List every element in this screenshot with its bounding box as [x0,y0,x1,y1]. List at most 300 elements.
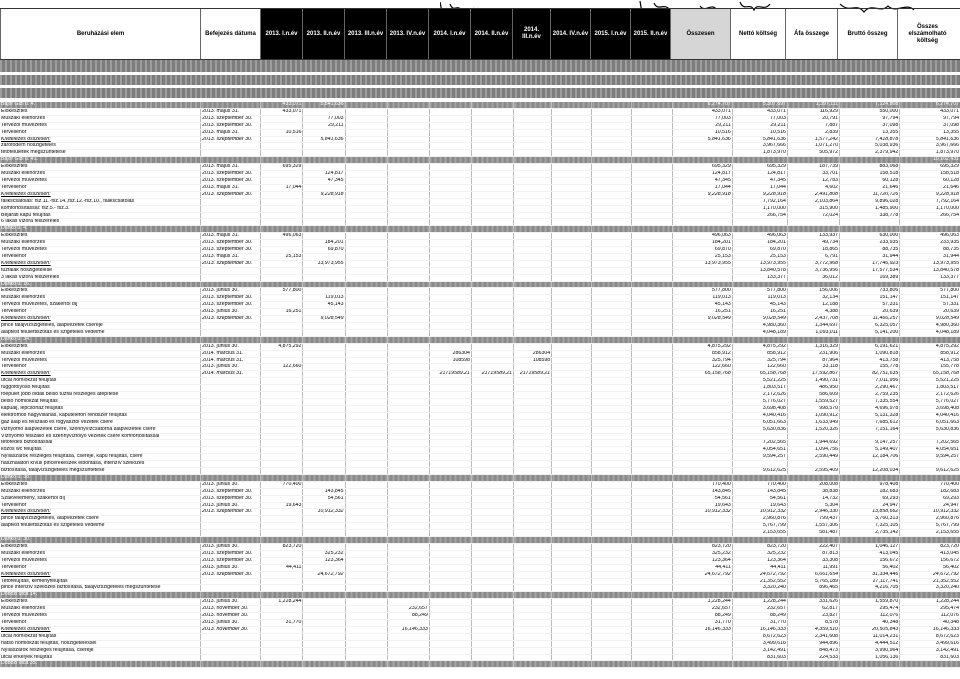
amount-cell: 224,533 [787,654,839,661]
amount-cell [514,481,552,488]
amount-cell [672,329,732,336]
amount-cell: 770,400 [732,481,787,488]
amount-cell: 433,071 [261,102,303,108]
amount-cell [471,626,513,633]
amount-cell [514,564,552,571]
amount-cell [261,419,303,426]
amount-cell: 112,076 [840,613,900,620]
amount-cell [387,550,429,557]
item-label-cell: Dankó u. 34. [0,336,201,343]
amount-cell [787,474,839,481]
date-cell [201,281,261,288]
amount-cell [552,502,592,509]
amount-cell [471,433,513,440]
amount-cell: 32,134 [787,295,839,302]
amount-cell [471,219,513,226]
header-cell: Összes elszámolható költség [897,9,957,59]
amount-cell [471,336,513,343]
amount-cell [592,357,632,364]
amount-cell [471,171,513,178]
item-label-cell: Kivitelezés összesen: [0,371,201,378]
amount-cell [552,191,592,198]
amount-cell: 10,912,332 [732,509,787,516]
amount-cell [387,516,429,523]
amount-cell [429,143,471,150]
amount-cell [387,654,429,661]
amount-cell [387,592,429,599]
amount-cell: 13,973,955 [303,260,345,267]
amount-cell: 88,249 [672,613,732,620]
amount-cell: 13,973,955 [732,260,787,267]
table-row [0,502,960,509]
header-cell: Beruházási elem [0,9,200,59]
amount-cell [345,426,387,433]
amount-cell [592,350,632,357]
date-cell: 2013. szeptember 30. [201,316,261,323]
amount-cell: 6,051,663 [900,419,960,426]
amount-cell [514,205,552,212]
amount-cell [261,523,303,530]
amount-cell: 69,870 [672,247,732,254]
item-label-cell: Bajor Gizi u. 4. [0,102,201,108]
amount-cell [429,129,471,136]
amount-cell [429,530,471,537]
table-row [0,398,960,405]
amount-cell [387,405,429,412]
amount-cell: 550,000 [840,108,900,115]
amount-cell [552,530,592,537]
amount-cell [552,122,592,129]
amount-cell: 577,800 [900,288,960,295]
amount-cell: 21719589.21 [471,371,513,378]
table-row [0,212,960,219]
amount-cell [345,530,387,537]
amount-cell [303,157,345,164]
header-cell: 2015. I.n.év [590,9,630,59]
amount-cell [632,295,672,302]
amount-cell [514,647,552,654]
amount-cell [592,592,632,599]
date-cell: 2013. június 30. [201,364,261,371]
amount-cell [261,633,303,640]
amount-cell [632,578,672,585]
amount-cell [672,647,732,654]
amount-cell [592,440,632,447]
amount-cell [672,412,732,419]
amount-cell: 4,040,416 [900,412,960,419]
amount-cell [787,219,839,226]
amount-cell [303,599,345,606]
date-cell: 2013. szeptember 30. [201,295,261,302]
amount-cell [345,150,387,157]
amount-cell [787,226,839,233]
amount-cell [672,530,732,537]
item-label-cell: kapualj, lépcsőház felújítás [0,405,201,412]
amount-cell [345,398,387,405]
amount-cell: 978,408 [840,481,900,488]
amount-cell [514,136,552,143]
header-cell: Nettó költség [730,9,785,59]
amount-cell: 2,103,864 [787,198,839,205]
amount-cell: 5,149,407 [840,447,900,454]
amount-cell: 13,355 [900,129,960,136]
amount-cell [345,281,387,288]
amount-cell [303,378,345,385]
amount-cell [552,184,592,191]
amount-cell [632,357,672,364]
amount-cell [514,260,552,267]
amount-cell [261,212,303,219]
amount-cell [471,157,513,164]
date-cell: 2013. június 30. [201,502,261,509]
amount-cell [303,253,345,260]
amount-cell: 695,329 [732,164,787,171]
amount-cell [592,184,632,191]
amount-cell [387,115,429,122]
date-cell [201,267,261,274]
amount-cell: 2,437,708 [787,316,839,323]
amount-cell [387,343,429,350]
amount-cell [672,461,732,468]
amount-cell: 7,792,164 [900,198,960,205]
amount-cell [387,454,429,461]
amount-cell: 12,783 [787,177,839,184]
amount-cell: 3,499,616 [900,640,960,647]
amount-cell: 8,672,623 [732,633,787,640]
amount-cell [345,661,387,668]
amount-cell: 4,054,651 [732,447,787,454]
amount-cell [552,613,592,620]
date-cell [201,433,261,440]
amount-cell [552,509,592,516]
amount-cell [345,606,387,613]
amount-cell: 40,348 [900,619,960,626]
amount-cell [552,571,592,578]
amount-cell [345,274,387,281]
amount-cell: 831,603 [900,654,960,661]
amount-cell [387,523,429,530]
amount-cell [552,164,592,171]
item-label-cell: Dankó u. 16. [0,281,201,288]
amount-cell [429,433,471,440]
amount-cell [592,316,632,323]
amount-cell: 2,341,608 [787,633,839,640]
amount-cell [514,329,552,336]
amount-cell [261,557,303,564]
amount-cell: 998,570 [787,405,839,412]
amount-cell [632,226,672,233]
amount-cell [592,599,632,606]
amount-cell [632,405,672,412]
amount-cell [592,108,632,115]
amount-cell [261,405,303,412]
amount-cell [261,205,303,212]
section-row [0,226,960,233]
amount-cell [345,171,387,178]
item-label-cell: utcai erkélyek felújítás [0,654,201,661]
amount-cell [672,157,732,164]
amount-cell [387,288,429,295]
amount-cell [672,212,732,219]
table-row [0,378,960,385]
amount-cell: 2,595,409 [787,468,839,475]
amount-cell [552,247,592,254]
amount-cell: 122,660 [261,364,303,371]
amount-cell [592,585,632,592]
table-row [0,433,960,440]
amount-cell [632,398,672,405]
amount-cell [471,295,513,302]
amount-cell [552,274,592,281]
amount-cell [471,281,513,288]
amount-cell [632,495,672,502]
amount-cell [552,323,592,330]
amount-cell [514,323,552,330]
amount-cell: 1,090,912 [787,412,839,419]
amount-cell [592,253,632,260]
amount-cell [900,461,960,468]
amount-cell: 36,012 [787,274,839,281]
table-row [0,481,960,488]
amount-cell [387,198,429,205]
amount-cell [632,198,672,205]
table-row [0,198,960,205]
amount-cell [632,502,672,509]
amount-cell [303,564,345,571]
amount-cell [552,205,592,212]
amount-cell [429,495,471,502]
amount-cell [303,523,345,530]
amount-cell [345,495,387,502]
amount-cell [261,495,303,502]
date-cell [201,198,261,205]
amount-cell [387,578,429,585]
amount-cell: 4,875,292 [900,343,960,350]
amount-cell: 6,791 [787,253,839,260]
amount-cell [552,440,592,447]
amount-cell [592,564,632,571]
amount-cell [261,198,303,205]
amount-cell [345,323,387,330]
amount-cell [429,323,471,330]
amount-cell [303,468,345,475]
amount-cell [387,661,429,668]
amount-cell [592,240,632,247]
amount-cell: 156,672 [900,557,960,564]
amount-cell [471,599,513,606]
amount-cell [471,661,513,668]
amount-cell [345,488,387,495]
amount-cell [592,343,632,350]
amount-cell [429,633,471,640]
amount-cell [429,240,471,247]
date-cell [201,405,261,412]
amount-cell [514,316,552,323]
amount-cell [303,336,345,343]
amount-cell [345,219,387,226]
amount-cell: 1,344,697 [787,323,839,330]
amount-cell [345,164,387,171]
amount-cell [471,613,513,620]
amount-cell [840,461,900,468]
item-label-cell: Kivitelezés összesen: [0,626,201,633]
amount-cell [632,426,672,433]
date-cell [201,329,261,336]
amount-cell: 5,304 [787,502,839,509]
amount-cell: 133,377 [732,274,787,281]
amount-cell: 56,402 [900,564,960,571]
date-cell [201,447,261,454]
amount-cell [632,177,672,184]
amount-cell [303,516,345,523]
amount-cell [592,274,632,281]
date-cell: 2013. november 30. [201,613,261,620]
table-row [0,122,960,129]
amount-cell [429,288,471,295]
amount-cell: 331,626 [787,599,839,606]
amount-cell [552,523,592,530]
amount-cell [552,171,592,178]
amount-cell: 6,051,663 [732,419,787,426]
amount-cell [632,585,672,592]
date-cell [201,150,261,157]
item-label-cell: belső homlokzat felújítás [0,398,201,405]
header-cell: 2014. IV.n.év [550,9,590,59]
amount-cell [429,502,471,509]
amount-cell [345,468,387,475]
amount-cell [900,474,960,481]
amount-cell [592,619,632,626]
amount-cell [840,661,900,668]
amount-cell [787,281,839,288]
amount-cell [429,108,471,115]
amount-cell [672,419,732,426]
amount-cell [303,426,345,433]
amount-cell [672,405,732,412]
amount-cell [303,633,345,640]
amount-cell: 56,402 [840,564,900,571]
amount-cell [345,578,387,585]
item-label-cell: pince talajvízszigetelés, alapvezeték cseréje [0,323,201,330]
date-cell: 2013. szeptember 30. [201,495,261,502]
amount-cell [552,481,592,488]
amount-cell [429,316,471,323]
amount-cell [514,523,552,530]
amount-cell [552,392,592,399]
table-row [0,309,960,316]
amount-cell: 20,639 [900,309,960,316]
amount-cell: 1,485,900 [840,205,900,212]
amount-cell [261,447,303,454]
amount-cell [429,481,471,488]
amount-cell [429,115,471,122]
item-label-cell: Dobozi utca 35. [0,661,201,668]
amount-cell [429,412,471,419]
amount-cell [387,461,429,468]
amount-cell [552,150,592,157]
amount-cell [471,564,513,571]
amount-cell [552,474,592,481]
amount-cell [514,468,552,475]
amount-cell [592,640,632,647]
amount-cell [387,585,429,592]
amount-cell: 122,660 [732,364,787,371]
table-row [0,288,960,295]
amount-cell [345,247,387,254]
amount-cell: 433,071 [900,108,960,115]
date-cell: 2013. június 30. [201,343,261,350]
amount-cell [429,378,471,385]
amount-cell: 630,000 [840,233,900,240]
amount-cell [261,474,303,481]
item-label-cell: Kivitelezés összesen: [0,191,201,198]
amount-cell [429,544,471,551]
amount-cell: 31,770 [672,619,732,626]
amount-cell [387,323,429,330]
amount-cell: 9,028,549 [900,316,960,323]
table-row [0,371,960,378]
amount-cell: 4,602 [787,184,839,191]
amount-cell: 37,098 [900,122,960,129]
amount-cell [632,184,672,191]
amount-cell [261,171,303,178]
amount-cell [387,474,429,481]
amount-cell [592,481,632,488]
amount-cell [471,150,513,157]
amount-cell [387,599,429,606]
section-row [0,592,960,599]
table-row [0,171,960,178]
amount-cell: 1,559,870 [840,599,900,606]
header-cell: 2013. III.n.év [344,9,386,59]
amount-cell [514,302,552,309]
amount-cell: 17,746,923 [840,260,900,267]
amount-cell: 16,146,333 [672,626,732,633]
amount-cell [345,157,387,164]
amount-cell: 45,143 [732,302,787,309]
amount-cell [514,633,552,640]
amount-cell [592,461,632,468]
date-cell [201,516,261,523]
amount-cell: 169,389 [840,274,900,281]
amount-cell: 29,211 [303,122,345,129]
amount-cell: 29,211 [732,122,787,129]
amount-cell: 2,946,330 [787,509,839,516]
amount-cell [261,606,303,613]
date-cell: 2013. szeptember 30. [201,571,261,578]
amount-cell [303,212,345,219]
amount-cell [632,240,672,247]
amount-cell: 24,947 [840,502,900,509]
amount-cell [732,157,787,164]
amount-cell [345,433,387,440]
grey-band [0,75,960,85]
date-cell [201,537,261,544]
date-cell [201,661,261,668]
amount-cell: 155,778 [900,364,960,371]
item-label-cell: utcai homlokzat felújítás [0,378,201,385]
amount-cell: 433,071 [672,108,732,115]
amount-cell [514,433,552,440]
table-row [0,364,960,371]
amount-cell [387,385,429,392]
amount-cell [429,550,471,557]
amount-cell: 124,817 [303,171,345,178]
amount-cell [592,129,632,136]
table-row [0,530,960,537]
amount-cell [429,392,471,399]
table-row [0,523,960,530]
